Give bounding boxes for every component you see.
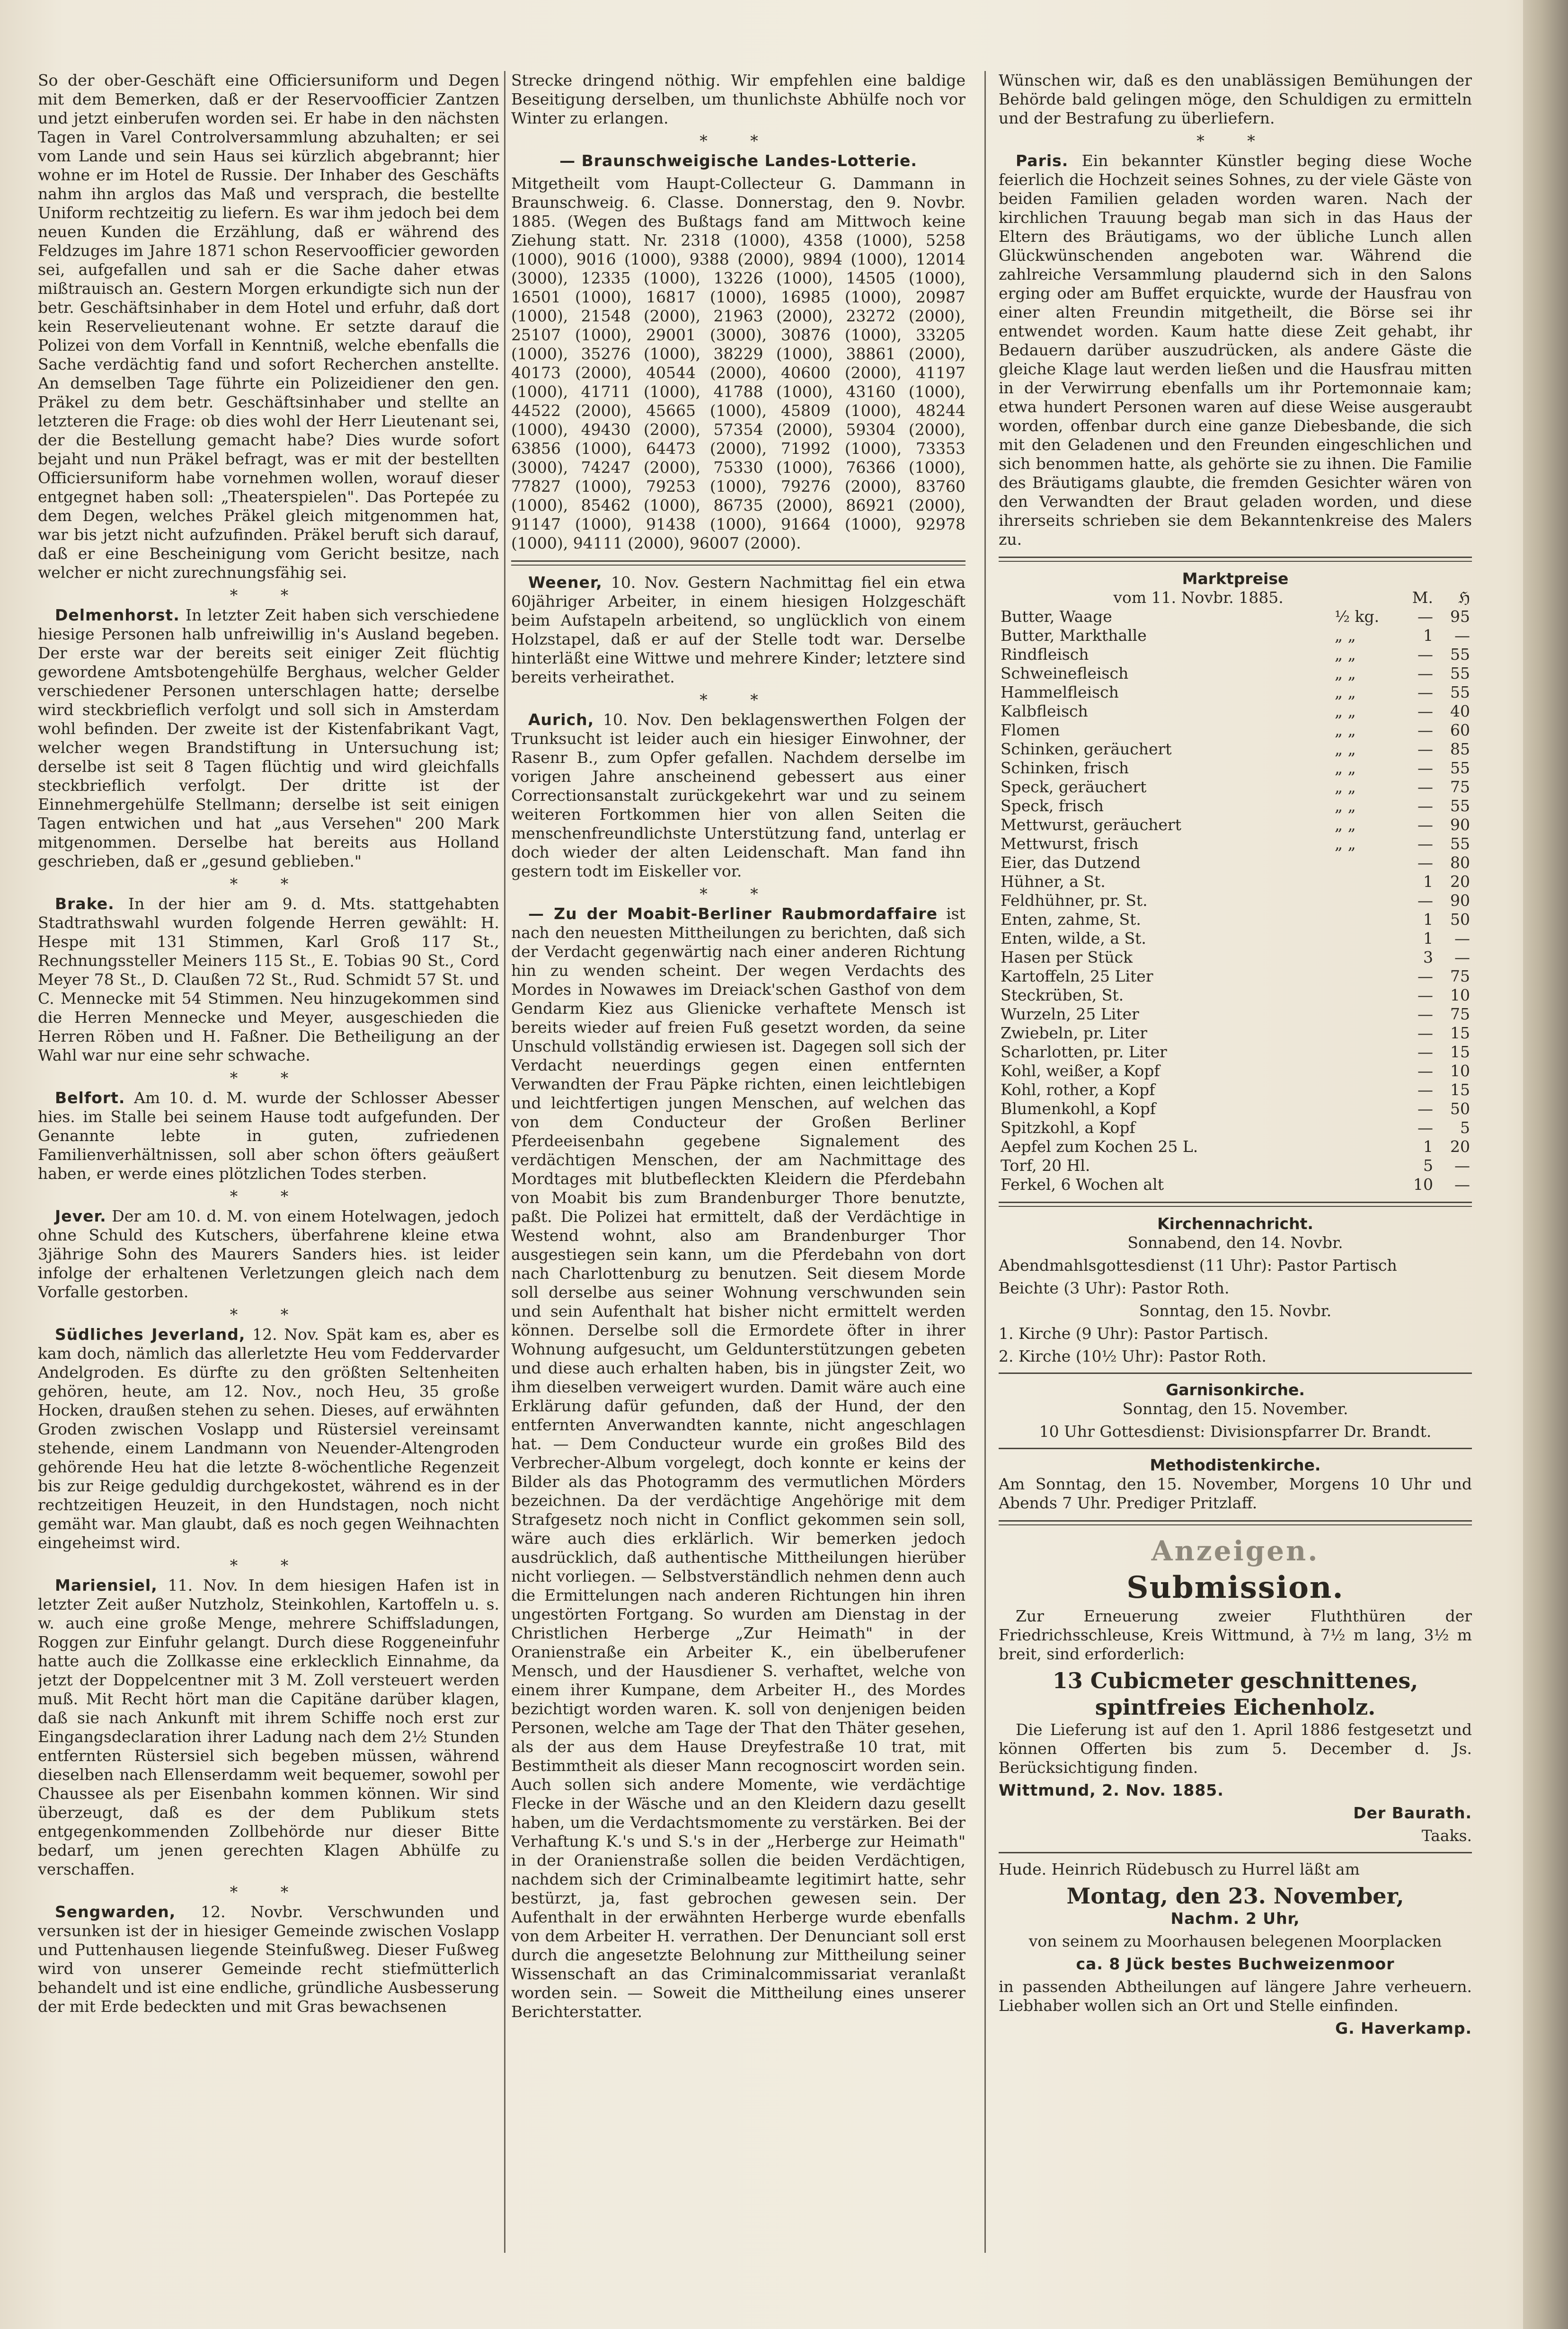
market-unit [1333, 967, 1398, 986]
dateline-aurich: Aurich, [528, 710, 594, 729]
church-line: Beichte (3 Uhr): Pastor Roth. [999, 1279, 1230, 1297]
church-line: Sonnabend, den 14. Novbr. [1127, 1233, 1343, 1252]
market-mark: 1 [1423, 626, 1433, 645]
garnison-line: 10 Uhr Gottesdienst: Divisionspfarrer Dr. Brandt. [1039, 1422, 1432, 1441]
church-line: 2. Kirche (10½ Uhr): Pastor Roth. [999, 1347, 1267, 1365]
market-row [999, 948, 1472, 967]
market-mark: — [1417, 1043, 1433, 1061]
market-pf: 75 [1450, 1005, 1470, 1023]
article-sengwarden: 12. Novbr. Verschwunden und versunken ist der in hiesiger Gemeinde zwischen Voslapp und Puttenhausen liegende Steinfußweg. Dieser Fußweg wird von unserer Gemeinde recht stiefmütterlich behandelt und ist eine endliche, gründliche Ausbesserung der mit Erde bedeckten und mit Gras bewachsenen [38, 1903, 499, 2016]
market-row [999, 1005, 1472, 1024]
market-row [999, 1118, 1472, 1137]
market-mark: — [1417, 815, 1433, 834]
market-col-mark: M. [1412, 588, 1433, 607]
market-title: Marktpreise [1182, 569, 1289, 588]
market-unit: „ „ [1335, 702, 1356, 720]
market-item: Hasen per Stück [1001, 948, 1133, 966]
article-moabit: ist nach den neuesten Mittheilungen zu berichten, daß sich der Verdacht gegenwärtig nach einer anderen Richtung hin zu wenden scheint. Der wegen Verdachts des Mordes in Nowawes im Dreiack'schen Gasthof von dem Gendarm Kiez aus Glienicke verhaftete Mensch ist bereits wieder auf freien Fuß gesetzt worden, da seine Unschuld vollständig erwiesen ist. Dagegen soll sich der Verdacht neuerdings gegen einen entfernten Verwandten der Frau Päpke richten, einen leichtlebigen und leichtfertigen jungen Menschen, auf welchen das von dem Conducteur der Großen Berliner Pferdeeisenbahn gegebene Signalement des verdächtigen Menschen, der am Nachmittage des Mordtages mit blutbefleckten Kleidern die Pferdebahn von Moabit bis zum Brandenburger Thore benutzte, paßt. Die Polizei hat ermittelt, daß der Verdächtige in Westend wohnt, also am Brandenburger Thor ausgestiegen sein kann, um die Pferdebahn von dort nach Charlottenburg zu benutzen. Seit diesem Morde soll derselbe aus seiner Wohnung verschwunden sein und sein Aufenthalt hat bisher nicht ermittelt werden können. Derselbe soll die Ermordete öfter in ihrer Wohnung aufgesucht, um Geldunterstützungen gebeten und diese auch erhalten haben, bis in jüngster Zeit, wo ihm dieselben verweigert wurden. Damit wäre auch eine Erklärung dafür gefunden, daß der Hund, der den entfernten Anverwandten kannte, nicht angeschlagen hat. — Dem Conducteur wurde ein großes Bild des Verbrecher-Album vorgelegt, doch konnte er keins der Bilder als das Photogramm des vermutlichen Mörders bezeichnen. Da der verdächtige Angehörige mit dem Strafgesetz noch nicht in Conflict gekommen sein soll, wäre auch dies erklärlich. Wir bemerken jedoch ausdrücklich, daß authentische Mittheilungen hierüber nicht vorliegen. — Selbstverständlich nehmen denn auch die Ermittelungen nach anderen Richtungen hin ihren ungestörten Fortgang. So wurden am Dienstag in der Christlichen Herberge „Zur Heimath" in der Oranienstraße ein Arbeiter K., ein übelberufener Mensch, und der Hausdiener S. verhaftet, welche von einem ihrer Kumpane, dem Arbeiter H., des Mordes bezichtigt worden waren. K. soll von denjenigen beiden Personen, welche am Tage der That den Thäter gesehen, als der aus dem Hause Dreyfestraße 10 trat, mit Bestimmtheit als dieser Mann recognoscirt worden sein. Auch sollen sich andere Momente, wie verdächtige Flecke in der Wäsche und an den Kleidern dazu gesellt haben, um die Verdachtsmomente zu verstärken. Bei der Verhaftung K.'s und S.'s in der „Herberge zur Heimath" in der Oranienstraße sollen die beiden Verdächtigen, nachdem sich der Criminalbeamte legitimirt hatte, sehr bestürzt, ja, fast gebrochen gewesen sein. Der Aufenthalt in der erwähnten Herberge wurde ebenfalls von dem Arbeiter H. verrathen. Der Denunciant soll erst durch die angesetzte Belohnung zur Mittheilung seiner Wissenschaft an das Criminalcommissariat veranlaßt worden sein. — Soweit die Mittheilung eines unserer Berichterstatter. [511, 904, 966, 2021]
market-unit [1333, 872, 1398, 891]
dateline-sengwarden: Sengwarden, [55, 1903, 176, 1921]
market-unit: „ „ [1335, 740, 1356, 758]
market-item: Hühner, a St. [1001, 872, 1106, 891]
market-unit [1333, 1005, 1398, 1024]
divider [511, 560, 966, 566]
market-item: Scharlotten, pr. Liter [1001, 1043, 1167, 1061]
divider [999, 1520, 1472, 1525]
market-date: vom 11. Novbr. 1885. [1113, 588, 1284, 607]
market-row [999, 1062, 1472, 1080]
separator: * * [230, 875, 308, 893]
market-mark: — [1417, 683, 1433, 701]
market-item: Spitzkohl, a Kopf [1001, 1118, 1135, 1137]
market-mark: — [1417, 853, 1433, 872]
market-pf: 40 [1450, 702, 1470, 720]
market-row [999, 1043, 1472, 1062]
market-unit: „ „ [1335, 645, 1356, 664]
dateline-brake: Brake. [55, 894, 115, 913]
market-row [999, 1024, 1472, 1043]
market-item: Eier, das Dutzend [1001, 853, 1141, 872]
market-unit [1333, 1175, 1398, 1194]
market-pf: 55 [1450, 683, 1470, 701]
article-delmenhorst: In letzter Zeit haben sich verschiedene hiesige Personen halb unfreiwillig in's Ausland begeben. Der erste war der bereits seit einiger Zeit flüchtig gewordene Amtsbotengehülfe Berghaus, welcher Gelder verschiedener Personen unterschlagen hatte; derselbe wird steckbrieflich verfolgt und soll sich in Amsterdam wohl befinden. Der zweite ist der Kistenfabrikant Vagt, welcher wegen Brandstiftung in Untersuchung ist; derselbe ist seit 8 Tagen flüchtig und wird gleichfalls steckbrieflich verfolgt. Der dritte ist der Einnehmergehülfe Stellmann; derselbe ist seit einigen Tagen entwichen und hat „aus Versehen" 200 Mark mitgenommen. Derselbe hat bereits aus Holland geschrieben, daß er „gesund geblieben." [38, 606, 499, 870]
market-mark: 5 [1423, 1156, 1433, 1175]
dateline-paris: Paris. [1016, 151, 1069, 170]
article-aurich: 10. Nov. Den beklagenswerthen Folgen der Trunksucht ist leider auch ein hiesiger Einwohner, der Rasenr B., zum Opfer gefallen. Nachdem derselbe im vorigen Jahre anscheinend gebessert aus einer Correctionsanstalt zurückgekehrt war und zu seinem weiteren Fortkommen hier von allen Seiten die menschenfreundlichste Unterstützung fand, unterlag er doch wieder der alten Leidenschaft. Man fand ihn gestern todt im Eiskeller vor. [511, 710, 966, 880]
separator: * * [700, 132, 777, 150]
column-1 [38, 71, 499, 2305]
church-title: Kirchennachricht. [1157, 1214, 1313, 1233]
market-unit [1333, 1062, 1398, 1080]
garnison-line: Sonntag, den 15. November. [1122, 1399, 1348, 1418]
market-row [999, 986, 1472, 1005]
article-continued: Strecke dringend nöthig. Wir empfehlen eine baldige Beseitigung derselben, um thunlichste Abhülfe noch vor Winter zu erlangen. [511, 71, 966, 127]
market-mark: — [1417, 721, 1433, 739]
column-rule-1 [504, 71, 505, 2253]
market-pf: — [1454, 929, 1470, 948]
hude-date: Montag, den 23. November, [1066, 1883, 1404, 1909]
hude-text: in passenden Abtheilungen auf längere Jahre verheuern. Liebhaber wollen sich an Ort und Stelle einfinden. [999, 1977, 1472, 2015]
hude-item: ca. 8 Jück bestes Buchweizenmoor [1076, 1955, 1395, 1973]
market-row [999, 1080, 1472, 1099]
market-mark: — [1417, 1099, 1433, 1118]
market-unit: „ „ [1335, 778, 1356, 796]
column-2 [511, 71, 966, 2305]
market-mark: 10 [1413, 1175, 1433, 1194]
market-item: Kartoffeln, 25 Liter [1001, 967, 1153, 985]
methodist-title: Methodistenkirche. [1150, 1456, 1321, 1474]
market-mark: — [1417, 645, 1433, 664]
market-unit [1333, 1024, 1398, 1043]
divider [999, 557, 1472, 562]
submission-title: Submission. [1126, 1570, 1344, 1605]
market-item: Butter, Markthalle [1001, 626, 1147, 645]
market-pf: 55 [1450, 834, 1470, 853]
market-row [999, 626, 1472, 645]
market-mark: — [1417, 664, 1433, 682]
market-prices-table [999, 588, 1472, 1194]
submission-text: Die Lieferung ist auf den 1. April 1886 festgesetzt und können Offerten bis zum 5. December d. Js. Berücksichtigung finden. [999, 1720, 1472, 1777]
market-pf: — [1454, 948, 1470, 966]
market-row [999, 834, 1472, 853]
column-3 [999, 71, 1472, 2305]
page-edge [1523, 0, 1568, 2329]
market-item: Zwiebeln, pr. Liter [1001, 1024, 1147, 1042]
market-mark: 1 [1423, 910, 1433, 929]
market-unit [1333, 1118, 1398, 1137]
market-mark: — [1417, 891, 1433, 910]
market-unit: „ „ [1335, 683, 1356, 701]
market-unit [1333, 929, 1398, 948]
separator: * * [230, 1883, 308, 1901]
market-pf: 20 [1450, 1137, 1470, 1156]
market-pf: 95 [1450, 607, 1470, 626]
article-paris: Ein bekannter Künstler beging diese Woche feierlich die Hochzeit seines Sohnes, zu der viele Gäste von beiden Familien geladen worden waren. Nach der kirchlichen Trauung begab man sich in das Haus der Eltern des Bräutigams, wo der übliche Lunch allen Glückwünschenden angeboten war. Während die zahlreiche Versammlung plaudernd sich in den Salons erging oder am Buffet erquickte, wurde der Hausfrau von einer alten Freundin mitgetheilt, die Börse sei ihr entwendet worden. Kaum hatte diese Zeit gehabt, ihr Bedauern darüber auszudrücken, als andere Gäste die gleiche Klage laut werden ließen und die Hausfrau mitten in der Verwirrung ebenfalls um ihr Portemonnaie kam; etwa hundert Personen waren auf diese Weise ausgeraubt worden, offenbar durch eine ganze Diebesbande, die sich mit den Geladenen und den Freunden eingeschlichen und sich benommen hatte, als gehörte sie zu ihnen. Die Familie des Bräutigams glaubte, die fremden Gesichter wären von den Verwandten der Braut geladen worden, und diese ihrerseits schrieben sie dem Bekanntenkreise des Malers zu. [999, 151, 1472, 549]
separator: * * [230, 1305, 308, 1324]
market-row [999, 721, 1472, 740]
market-unit: „ „ [1335, 815, 1356, 834]
market-row [999, 1175, 1472, 1194]
market-unit: ½ kg. [1335, 607, 1380, 626]
divider [999, 1852, 1472, 1853]
market-unit [1333, 853, 1398, 872]
market-pf: — [1454, 1175, 1470, 1194]
market-mark: — [1417, 778, 1433, 796]
market-unit: „ „ [1335, 664, 1356, 682]
market-unit [1333, 910, 1398, 929]
market-unit: „ „ [1335, 834, 1356, 853]
market-item: Kohl, weißer, a Kopf [1001, 1062, 1160, 1080]
market-row [999, 872, 1472, 891]
market-item: Kohl, rother, a Kopf [1001, 1080, 1155, 1099]
hude-signature: G. Haverkamp. [1335, 2019, 1472, 2037]
market-col-pf: ℌ [1458, 588, 1470, 607]
market-mark: — [1417, 834, 1433, 853]
divider [999, 1373, 1472, 1374]
market-item: Enten, zahme, St. [1001, 910, 1141, 929]
separator: * * [230, 1187, 308, 1205]
garnison-title: Garnisonkirche. [1166, 1381, 1305, 1399]
market-row [999, 664, 1472, 683]
market-mark: — [1417, 967, 1433, 985]
market-mark: — [1417, 607, 1433, 626]
hude-text: von seinem zu Moorhausen belegenen Moorplacken [1028, 1932, 1442, 1950]
market-pf: 55 [1450, 797, 1470, 815]
article-continued: Wünschen wir, daß es den unablässigen Bemühungen der Behörde bald gelingen möge, den Schuldigen zu ermitteln und der Bestrafung zu überliefern. [999, 71, 1472, 127]
market-mark: — [1417, 1024, 1433, 1042]
column-rule-2 [984, 71, 986, 2253]
market-pf: 5 [1460, 1118, 1470, 1137]
church-line: Abendmahlsgottesdienst (11 Uhr): Pastor Partisch [999, 1256, 1397, 1275]
market-mark: — [1417, 1118, 1433, 1137]
market-row [999, 1099, 1472, 1118]
market-item: Mettwurst, geräuchert [1001, 815, 1181, 834]
market-mark: 1 [1423, 872, 1433, 891]
ads-heading: Anzeigen. [1151, 1535, 1320, 1567]
market-item: Schinken, geräuchert [1001, 740, 1172, 758]
market-row [999, 759, 1472, 778]
market-unit: „ „ [1335, 797, 1356, 815]
market-item: Rindfleisch [1001, 645, 1089, 664]
headline-lottery: — Braunschweigische Landes-Lotterie. [559, 151, 917, 170]
market-pf: 15 [1450, 1080, 1470, 1099]
market-pf: 90 [1450, 891, 1470, 910]
separator: * * [230, 1556, 308, 1575]
market-item: Butter, Waage [1001, 607, 1112, 626]
market-item: Mettwurst, frisch [1001, 834, 1139, 853]
market-pf: 10 [1450, 986, 1470, 1004]
market-unit [1333, 1156, 1398, 1175]
article-mariensiel: 11. Nov. In dem hiesigen Hafen ist in letzter Zeit außer Nutzholz, Steinkohlen, Kartoffeln u. s. w. auch eine große Menge, mehrere Schiffsladungen, Roggen zur Einfuhr gelangt. Durch diese Roggeneinfuhr hatte auch die Zollkasse eine erklecklich Einnahme, da jetzt der Doppelcentner mit 3 M. Zoll versteuert werden muß. Mit Recht hört man die Capitäne darüber klagen, daß sie nach Ankunft mit ihrem Schiffe noch erst zur Eingangsdeclaration ihrer Ladung nach dem 2½ Stunden entfernten Rüstersiel sich begeben müssen, während dieselben nach Ellenserdamm weit bequemer, sowohl per Chaussee als per Eisenbahn kommen können. Wir sind überzeugt, daß es der dem Publikum stets entgegenkommenden Zollbehörde nur dieser Bitte bedarf, um jenen gerechten Klagen Abhülfe zu verschaffen. [38, 1576, 499, 1878]
market-unit [1333, 891, 1398, 910]
market-unit [1333, 986, 1398, 1005]
article-belfort: Am 10. d. M. wurde der Schlosser Abesser hies. im Stalle bei seinem Hause todt aufgefunden. Der Genannte lebte in guten, zufriedenen Familienverhältnissen, soll aber schon öfters geäußert haben, er werde eines plötzlichen Todes sterben. [38, 1089, 499, 1183]
market-pf: 85 [1450, 740, 1470, 758]
market-row [999, 607, 1472, 626]
market-row [999, 853, 1472, 872]
market-unit [1333, 1137, 1398, 1156]
market-pf: 10 [1450, 1062, 1470, 1080]
market-pf: 50 [1450, 910, 1470, 929]
market-pf: — [1454, 626, 1470, 645]
market-pf: 20 [1450, 872, 1470, 891]
submission-signature: Der Baurath. [1353, 1804, 1472, 1822]
market-row [999, 891, 1472, 910]
market-pf: 50 [1450, 1099, 1470, 1118]
market-unit [1333, 948, 1398, 967]
market-row [999, 910, 1472, 929]
article-jever: Der am 10. d. M. von einem Hotelwagen, jedoch ohne Schuld des Kutschers, überfahrene kleine etwa 3jährige Sohn des Maurers Sanders hies. ist leider infolge der erhaltenen Verletzungen gleich nach dem Vorfalle gestorben. [38, 1207, 499, 1301]
separator: * * [700, 885, 777, 903]
market-pf: 75 [1450, 778, 1470, 796]
market-row [999, 702, 1472, 721]
market-row [999, 778, 1472, 797]
divider [999, 1202, 1472, 1207]
market-mark: — [1417, 702, 1433, 720]
article-suedliches-jeverland: 12. Nov. Spät kam es, aber es kam doch, nämlich das allerletzte Heu vom Feddervarder Andelgroden. Es dürfte zu den größten Seltenheiten gehören, heute, am 12. Nov., noch Heu, 35 große Hocken, draußen stehen zu sehen. Dieses, auf erwähnten Groden zwischen Voslapp und Rüstersiel vereinsamt stehende, einem Landmann von Neuender-Altengroden gehörende Heu hat die letzte 8-wöchentliche Regenzeit bis zur Reige geduldig durchgekostet, während es in der rechtzeitigen Heuzeit, in den Hundstagen, noch nicht gemäht war. Man glaubt, daß es noch gegen Weihnachten eingeheimst wird. [38, 1325, 499, 1552]
market-item: Feldhühner, pr. St. [1001, 891, 1148, 910]
market-item: Torf, 20 Hl. [1001, 1156, 1090, 1175]
dateline-delmenhorst: Delmenhorst. [55, 606, 180, 624]
market-row [999, 683, 1472, 702]
market-rows [999, 607, 1472, 1194]
market-row [999, 740, 1472, 759]
headline-moabit: — Zu der Moabit-Berliner Raubmordaffaire [528, 904, 938, 923]
dateline-belfort: Belfort. [55, 1089, 125, 1107]
market-item: Hammelfleisch [1001, 683, 1119, 701]
market-mark: — [1417, 1080, 1433, 1099]
submission-place: Wittmund, 2. Nov. 1885. [999, 1781, 1224, 1799]
church-line: Sonntag, den 15. Novbr. [1139, 1302, 1332, 1320]
dateline-jever: Jever. [55, 1207, 106, 1225]
market-mark: 1 [1423, 929, 1433, 948]
market-row [999, 967, 1472, 986]
market-row [999, 815, 1472, 834]
market-item: Enten, wilde, a St. [1001, 929, 1146, 948]
market-mark: 3 [1423, 948, 1433, 966]
market-item: Ferkel, 6 Wochen alt [1001, 1175, 1164, 1194]
market-item: Speck, frisch [1001, 797, 1104, 815]
article-weener: 10. Nov. Gestern Nachmittag fiel ein etwa 60jähriger Arbeiter, in einem hiesigen Holzgeschäft beim Aufstapeln arbeitend, so unglücklich von einem Holzstapel, daß er auf der Stelle todt war. Derselbe hinterläßt eine Wittwe und mehrere Kinder; letztere sind bereits verheirathet. [511, 573, 966, 686]
market-pf: 15 [1450, 1024, 1470, 1042]
market-mark: 1 [1423, 1137, 1433, 1156]
market-item: Aepfel zum Kochen 25 L. [1001, 1137, 1198, 1156]
market-pf: 55 [1450, 759, 1470, 777]
hude-time: Nachm. 2 Uhr, [1170, 1909, 1300, 1928]
market-row [999, 797, 1472, 815]
market-pf: 80 [1450, 853, 1470, 872]
hude-text: Hude. Heinrich Rüdebusch zu Hurrel läßt am [999, 1860, 1360, 1878]
divider [999, 1448, 1472, 1449]
article-continued: So der ober-Geschäft eine Officiersuniform und Degen mit dem Bemerken, daß er der Reservoofficier Zantzen und jetzt einberufen worden sei. Er habe in den nächsten Tagen in Varel Controlversammlung abzuhalten; er sei vom Lande und sein Haus sei kürzlich abgebrannt; hier wohne er im Hotel de Russie. Der Inhaber des Geschäfts nahm ihn arglos das Maß und versprach, die bestellte Uniform rechtzeitig zu liefern. Es war ihm jedoch bei dem neuen Kunden die Erzählung, daß er während des Feldzuges im Jahre 1871 schon Reservoofficier geworden sei, aufgefallen und sah er die Sache daher etwas mißtrauisch an. Gestern Morgen erkundigte sich nun der betr. Geschäftsinhaber in dem Hotel und erfuhr, daß dort kein Reservelieutenant wohne. Er setzte darauf die Polizei von dem Vorfall in Kenntniß, welche ebenfalls die Sache verdächtig fand und sofort Recherchen anstellte. An demselben Tage führte ein Polizeidiener den gen. Präkel zu dem betr. Geschäftsinhaber und stellte an letzteren die Frage: ob dies wohl der Herr Lieutenant sei, der die Bestellung gemacht habe? Dies wurde sofort bejaht und nun Präkel befragt, was er mit der bestellten Officiersuniform habe vornehmen wollen, worauf dieser entgegnet haben soll: „Theaterspielen". Das Portepée zu dem Degen, welches Präkel gleich mitgenommen hat, war bis jetzt nicht aufzufinden. Präkel beruft sich darauf, daß er eine Bescheinigung vom Gericht besitze, nach welcher er nicht zurechnungsfähig sei. [38, 71, 499, 582]
dateline-suedliches-jeverland: Südliches Jeverland, [55, 1325, 246, 1344]
market-unit: „ „ [1335, 759, 1356, 777]
market-header-row [999, 588, 1472, 607]
market-mark: — [1417, 1062, 1433, 1080]
separator: * * [700, 691, 777, 709]
market-item: Schinken, frisch [1001, 759, 1129, 777]
market-mark: — [1417, 759, 1433, 777]
market-pf: 60 [1450, 721, 1470, 739]
article-brake: In der hier am 9. d. Mts. stattgehabten Stadtrathswahl wurden folgende Herren gewählt: H. Hespe mit 131 Stimmen, Karl Groß 117 St., Rechnungssteller Meiners 115 St., E. Tobias 90 St., Cord Meyer 78 St., D. Claußen 72 St., Rud. Schmidt 57 St. und C. Mennecke mit 54 Stimmen. Neu hinzugekommen sind die Herren Mennecke und Meyer, ausgeschieden die Herren Röben und H. Faßner. Die Betheiligung an der Wahl war nur eine sehr schwache. [38, 894, 499, 1064]
market-row [999, 1137, 1472, 1156]
market-item: Schweinefleisch [1001, 664, 1129, 682]
market-mark: — [1417, 1005, 1433, 1023]
market-pf: 15 [1450, 1043, 1470, 1061]
separator: * * [230, 586, 308, 604]
dateline-mariensiel: Mariensiel, [55, 1576, 158, 1594]
market-unit [1333, 1080, 1398, 1099]
market-pf: 55 [1450, 645, 1470, 664]
market-mark: — [1417, 986, 1433, 1004]
market-item: Wurzeln, 25 Liter [1001, 1005, 1139, 1023]
market-unit: „ „ [1335, 721, 1356, 739]
market-item: Steckrüben, St. [1001, 986, 1124, 1004]
market-item: Kalbfleisch [1001, 702, 1088, 720]
submission-item: 13 Cubicmeter geschnittenes, spintfreies Eichenholz. [1052, 1668, 1418, 1720]
market-pf: 55 [1450, 664, 1470, 682]
market-pf: 75 [1450, 967, 1470, 985]
market-mark: — [1417, 797, 1433, 815]
methodist-line: Am Sonntag, den 15. November, Morgens 10 Uhr und Abends 7 Uhr. Prediger Pritzlaff. [999, 1475, 1472, 1512]
submission-signature: Taaks. [1421, 1826, 1472, 1845]
market-row [999, 929, 1472, 948]
article-lottery: Mitgetheilt vom Haupt-Collecteur G. Dammann in Braunschweig. 6. Classe. Donnerstag, den 9. Novbr. 1885. (Wegen des Bußtags fand am Mittwoch keine Ziehung statt. Nr. 2318 (1000), 4358 (1000), 5258 (1000), 9016 (1000), 9388 (2000), 9894 (1000), 12014 (3000), 12335 (1000), 13226 (1000), 14505 (1000), 16501 (1000), 16817 (1000), 16985 (1000), 20987 (1000), 21548 (2000), 21963 (2000), 23272 (2000), 25107 (1000), 29001 (3000), 30876 (1000), 33205 (1000), 35276 (1000), 38229 (1000), 38861 (2000), 40173 (2000), 40544 (2000), 40600 (2000), 41197 (1000), 41711 (1000), 41788 (1000), 43160 (1000), 44522 (2000), 45665 (1000), 45809 (1000), 48244 (1000), 49430 (2000), 57354 (2000), 59304 (2000), 63856 (1000), 64473 (2000), 71992 (1000), 73353 (3000), 74247 (2000), 75330 (1000), 76366 (1000), 77827 (1000), 79253 (1000), 79276 (2000), 83760 (1000), 85462 (1000), 86735 (2000), 86921 (2000), 91147 (1000), 91438 (1000), 91664 (1000), 92978 (1000), 94111 (2000), 96007 (2000). [511, 174, 966, 552]
market-item: Blumenkohl, a Kopf [1001, 1099, 1156, 1118]
market-pf: — [1454, 1156, 1470, 1175]
dateline-weener: Weener, [528, 573, 602, 592]
submission-text: Zur Erneuerung zweier Fluththüren der Friedrichsschleuse, Kreis Wittmund, à 7½ m lang, 3½ m breit, sind erforderlich: [999, 1607, 1472, 1663]
market-unit [1333, 1099, 1398, 1118]
market-unit: „ „ [1335, 626, 1356, 645]
separator: * * [230, 1069, 308, 1087]
market-row [999, 1156, 1472, 1175]
market-item: Flomen [1001, 721, 1060, 739]
market-row [999, 645, 1472, 664]
market-unit [1333, 1043, 1398, 1062]
market-item: Speck, geräuchert [1001, 778, 1147, 796]
market-mark: — [1417, 740, 1433, 758]
separator: * * [1196, 132, 1274, 150]
church-line: 1. Kirche (9 Uhr): Pastor Partisch. [999, 1324, 1269, 1343]
market-pf: 90 [1450, 815, 1470, 834]
